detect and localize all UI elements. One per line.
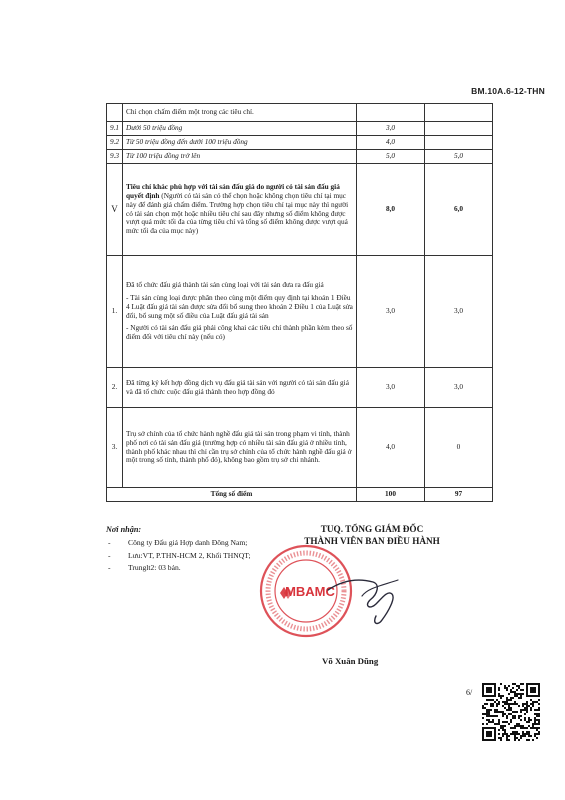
- document-code: BM.10A.6-12-THN: [471, 86, 545, 96]
- total-max-score: 100: [357, 488, 425, 502]
- criterion-number: V: [107, 164, 123, 256]
- criterion-description: [123, 256, 357, 368]
- table-row: [107, 150, 493, 164]
- max-score: 5,0: [357, 150, 425, 164]
- table-row: [107, 122, 493, 136]
- awarded-score: 0: [425, 408, 493, 488]
- criterion-paragraph: - Người có tài sản đấu giá phải công khai các tiêu chí thành phần kèm theo số điểm đối với tiêu chí này (nếu có): [126, 323, 353, 342]
- criterion-number: 1.: [107, 256, 123, 368]
- table-row: [107, 136, 493, 150]
- criterion-number: 3.: [107, 408, 123, 488]
- awarded-score: [425, 136, 493, 150]
- criterion-description: [123, 136, 357, 150]
- table-row: [107, 164, 493, 256]
- criterion-description: [123, 104, 357, 122]
- recipient-item: - Công ty Đấu giá Hợp danh Đông Nam;: [106, 538, 266, 547]
- criterion-paragraph: - Tài sản cùng loại được phân theo cùng một điểm quy định tại khoản 1 Điều 4 Luật đấu giá tài sản được sửa đổi bổ sung theo khoản 2 Điều 1 của Luật sửa đổi, bổ sung một số điều của Luật đấu giá tài sản: [126, 292, 353, 320]
- criterion-paragraph: Đã tổ chức đấu giá thành tài sản cùng loại với tài sản đưa ra đấu giá: [126, 279, 324, 289]
- recipient-item: - Trunglt2: 03 bản.: [106, 563, 266, 572]
- recipient-item: - Lưu:VT, P.THN-HCM 2, Khối THNQT;: [106, 551, 266, 560]
- criterion-number: 9.3: [107, 150, 123, 164]
- handwritten-signature: [318, 560, 408, 630]
- criterion-number: 9.1: [107, 122, 123, 136]
- recipients-block: [106, 525, 266, 576]
- criterion-paragraph: Từ 50 triệu đồng đến dưới 100 triệu đồng: [126, 137, 248, 147]
- signer-authority: TUQ. TỔNG GIÁM ĐỐC: [320, 524, 424, 534]
- signer-position: THÀNH VIÊN BAN ĐIỀU HÀNH: [304, 536, 440, 546]
- criterion-heading: Tiêu chí khác phù hợp với tài sản đấu giá do người có tài sản đấu giá quyết định: [126, 181, 340, 200]
- criterion-note: (Người có tài sản có thể chọn hoặc không chọn tiêu chí tại mục này để đánh giá chấm điểm. Trường hợp chọn tiêu chí tại mục này thì người có tài sản chọn một hoặc nhiều tiêu chí sau đây nhưng số điểm không được vượt quá mức tối đa của từng tiêu chí và tổng số điểm không được vượt quá mức tối đa của mục này): [126, 190, 349, 236]
- criterion-paragraph: Chỉ chọn chấm điểm một trong các tiêu chí.: [126, 107, 254, 117]
- qr-code-icon: [482, 683, 540, 741]
- criteria-table-body: [107, 104, 493, 502]
- criterion-paragraph: Dưới 50 triệu đồng: [126, 123, 183, 133]
- criterion-paragraph: Đã từng ký kết hợp đồng dịch vụ đấu giá tài sản với người có tài sản đấu giá và đã tổ chức cuộc đấu giá thành theo hợp đồng đó: [126, 377, 349, 396]
- criterion-description: [123, 368, 357, 408]
- recipients-title: Nơi nhận:: [106, 525, 142, 534]
- awarded-score: [425, 104, 493, 122]
- awarded-score: 3,0: [425, 256, 493, 368]
- max-score: 3,0: [357, 368, 425, 408]
- max-score: 4,0: [357, 136, 425, 150]
- table-row: [107, 104, 493, 122]
- max-score: 3,0: [357, 256, 425, 368]
- max-score: 4,0: [357, 408, 425, 488]
- awarded-score: [425, 122, 493, 136]
- table-row: [107, 256, 493, 368]
- max-score: 3,0: [357, 122, 425, 136]
- criterion-number: 9.2: [107, 136, 123, 150]
- criterion-number: 2.: [107, 368, 123, 408]
- max-score: 8,0: [357, 164, 425, 256]
- criterion-description: [123, 122, 357, 136]
- awarded-score: 5,0: [425, 150, 493, 164]
- criterion-paragraph: Trụ sở chính của tổ chức hành nghề đấu giá tài sản trong phạm vi tỉnh, thành phố nơi có tài sản đấu giá (trường hợp có nhiều tài sản đấu giá ở nhiều tỉnh, thành phố khác nhau thì chỉ cần trụ sở chính của tổ chức hành nghề đấu giá ở một trong số tỉnh, thành phố đó), không bao gồm trụ sở chi nhánh.: [126, 428, 352, 465]
- criterion-description: [123, 408, 357, 488]
- criterion-paragraph: Từ 100 triệu đồng trở lên: [126, 151, 201, 161]
- recipients-list: [106, 538, 266, 572]
- max-score: [357, 104, 425, 122]
- table-row: [107, 368, 493, 408]
- criteria-table: [106, 103, 493, 502]
- total-label: Tổng số điểm: [107, 488, 357, 502]
- table-row: [107, 408, 493, 488]
- criterion-description: [123, 150, 357, 164]
- criterion-description: [123, 164, 357, 256]
- page-number: 6/: [466, 688, 473, 697]
- awarded-score: 6,0: [425, 164, 493, 256]
- total-awarded-score: 97: [425, 488, 493, 502]
- signer-name: Võ Xuân Dũng: [322, 656, 379, 666]
- stamp-logo-text: MBAMC: [285, 584, 335, 599]
- awarded-score: 3,0: [425, 368, 493, 408]
- total-row: [107, 488, 493, 502]
- criterion-number: [107, 104, 123, 122]
